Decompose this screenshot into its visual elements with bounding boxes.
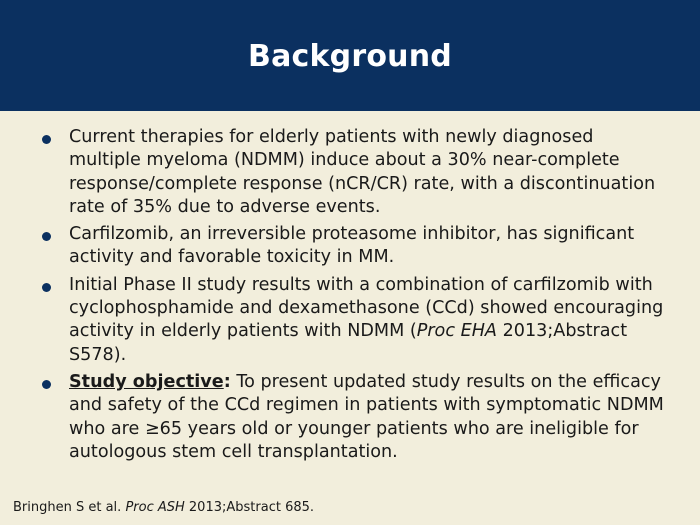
study-objective-label: Study objective (69, 371, 224, 392)
bullet-text: To present updated study results on the efficacy and safety of the CCd regimen in patients with symptomatic NDMM who are ≥65 years old or younger patients who are ineligible for autologous stem cell transplantation. (69, 371, 664, 462)
slide-title: Background (248, 39, 452, 74)
bullet-dot-icon (42, 283, 51, 292)
bullet-dot-icon (42, 232, 51, 241)
bullet-list (40, 126, 670, 468)
bullet-item-phase-ii (40, 274, 670, 367)
journal-name: Proc EHA (416, 321, 497, 342)
footer-reference: 2013;Abstract 685. (184, 500, 315, 515)
bullet-dot-icon (42, 380, 51, 389)
bullet-item-study-objective (40, 371, 670, 464)
title-bar (0, 0, 700, 111)
footer-journal: Proc ASH (125, 500, 185, 515)
footer-authors: Bringhen S et al. (13, 500, 126, 515)
bullet-item-current-therapies (40, 126, 670, 219)
bullet-text-citation: 2013;Abstract S578). (69, 321, 628, 365)
bullet-text: Current therapies for elderly patients with newly diagnosed multiple myeloma (NDMM) induce about a 30% near-complete response/complete response (nCR/CR) rate, with a discontinuation rate of 35% due to adverse events. (69, 127, 656, 217)
bullet-text: Initial Phase II study results with a combination of carfilzomib with cyclophosphamide and dexamethasone (CCd) showed encouraging activity in elderly patients with NDMM ( (69, 274, 664, 342)
study-objective-colon: : (223, 371, 231, 392)
footer-citation (13, 500, 314, 515)
bullet-dot-icon (42, 135, 51, 144)
bullet-text: Carfilzomib, an irreversible proteasome inhibitor, has significant activity and favorable toxicity in MM. (69, 224, 635, 268)
bullet-item-carfilzomib (40, 223, 670, 270)
